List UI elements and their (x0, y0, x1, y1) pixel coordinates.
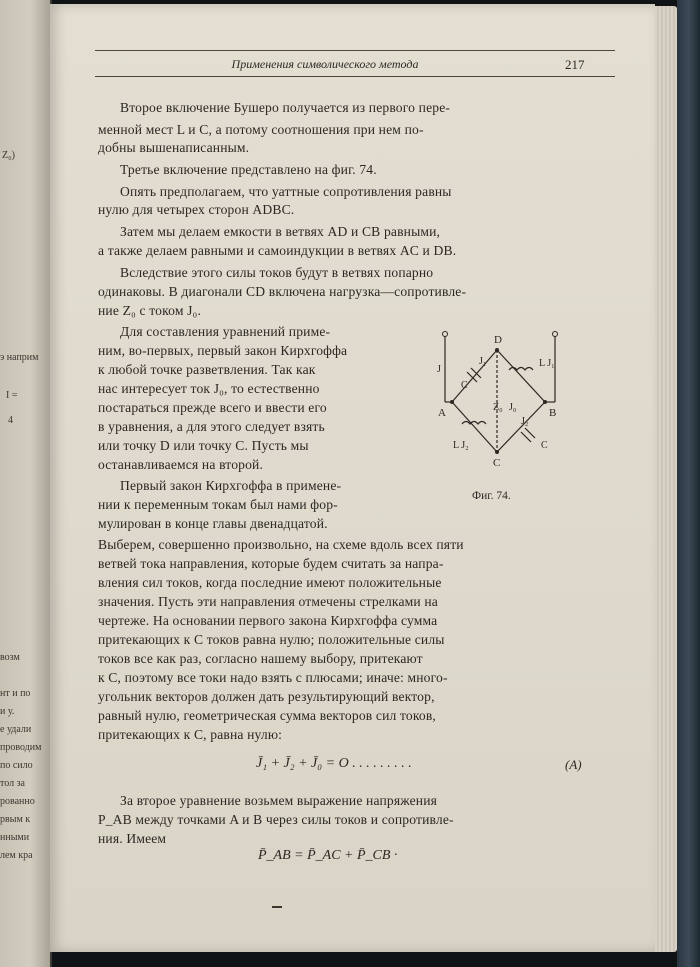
text-line: угольник векторов должен дать результирующий вектор, (98, 689, 435, 704)
text-line: притекающих к C, равна нулю: (98, 727, 283, 742)
text-line: останавливаемся на второй. (98, 457, 264, 472)
node-c-label: C (493, 457, 501, 469)
text-line: Затем мы делаем емкости в ветвях AD и CB равными, (120, 224, 441, 239)
current-j2-label: J₂ (521, 416, 529, 427)
text-line: Второе включение Бушеро получается из первого пере- (120, 100, 451, 115)
inductance-l-label: L J₁ (539, 358, 555, 369)
left-page-fragment: возм (0, 652, 20, 663)
text-line: добны вышенаписанным. (98, 140, 250, 155)
text-line: ветвей тока направления, которые будем считать за напра- (98, 556, 444, 571)
left-page-fragment: нными (0, 832, 30, 843)
left-page-fragment: 4 (8, 415, 13, 426)
text-line: менной мест L и C, а потому соотношения при нем по- (98, 122, 424, 137)
left-page-fragment: рвым к (0, 814, 31, 825)
z0-label: Z₀ (493, 402, 503, 413)
text-line: нии к переменным токам был нами фор- (98, 497, 338, 512)
left-page-fragment: нт и по (0, 688, 31, 699)
text-line: к C, поэтому все токи надо взять с плюсами; иначе: много- (98, 670, 448, 685)
inductance-l2-label: L J₂ (453, 440, 469, 451)
text-line: ним, во-первых, первый закон Кирхгоффа (98, 343, 348, 358)
text-line: ния. Имеем (98, 831, 167, 846)
text-line: За второе уравнение возьмем выражение напряжения (120, 793, 438, 808)
capacitor-c-label: C (461, 380, 468, 391)
text-line: нулю для четырех сторон ADBC. (98, 202, 295, 217)
capacitor-c2-label: C (541, 440, 548, 451)
text-line: значения. Пусть эти направления отмечены стрелками на (98, 594, 438, 609)
node-a-label: A (438, 407, 446, 419)
text-line: P_AB между точками A и B через силы токов и сопротивле- (98, 812, 454, 827)
text-line: вления сил токов, когда последние имеют положительные (98, 575, 442, 590)
equation-a-number: (A) (565, 757, 582, 772)
text-line: токов все как раз, согласно нашему выбору, притекают (98, 651, 423, 666)
figure-74-circuit (437, 320, 577, 485)
text-line: чертеже. На основании первого закона Кирхгоффа сумма (98, 613, 438, 628)
left-page-fragment: лем кра (0, 850, 33, 861)
text-line: нас интересует ток J₀, то естественно (98, 381, 320, 396)
left-page-fragment: I = (6, 390, 18, 401)
node-b-label: B (549, 407, 557, 419)
text-line: мулирован в конце главы двенадцатой. (98, 516, 328, 531)
text-line: а также делаем равными и самоиндукции в ветвях AC и DB. (98, 243, 457, 258)
left-page-edge (0, 0, 52, 967)
text-line: одинаковы. В диагонали CD включена нагрузка—сопротивле- (98, 284, 467, 299)
current-j1-label: J₁ (479, 356, 487, 367)
page-stack-edge (655, 6, 677, 952)
left-page-fragment: проводим (0, 742, 42, 753)
left-page-fragment: Z₀) (2, 150, 15, 161)
text-line: Для составления уравнений приме- (120, 324, 331, 339)
left-page-fragment: е удали (0, 724, 32, 735)
text-line: Вследствие этого силы токов будут в ветвях попарно (120, 265, 434, 280)
text-line: постараться прежде всего и ввести его (98, 400, 327, 415)
equation-a: J̄₁ + J̄₂ + J̄₀ = O . . . . . . . . . (256, 756, 412, 771)
text-line: к любой точке разветвления. Так как (98, 362, 316, 377)
circuit-diagram (437, 320, 577, 480)
text-line: равный нулю, геометрическая сумма векторов сил токов, (98, 708, 436, 723)
left-page-fragment: рованно (0, 796, 35, 807)
text-line: Выберем, совершенно произвольно, на схеме вдоль всех пяти (98, 537, 464, 552)
running-head: Применения символического метода (231, 57, 419, 71)
left-page-fragment: по сило (0, 760, 33, 771)
header-rule-bottom (95, 76, 615, 77)
book-cover-edge (677, 0, 700, 967)
header-rule-top (95, 50, 615, 51)
text-line: Опять предполагаем, что уаттные сопротивления равны (120, 184, 452, 199)
page-mark (272, 906, 282, 908)
text-line: ние Z₀ с током J₀. (98, 303, 201, 318)
text-line: Третье включение представлено на фиг. 74. (120, 162, 377, 177)
node-d-label: D (494, 334, 502, 346)
text-line: притекающих к C токов равна нулю; положительные силы (98, 632, 445, 647)
text-line: в уравнения, а для этого следует взять (98, 419, 325, 434)
figure-caption: Фиг. 74. (472, 490, 511, 502)
left-page-fragment: э наприм (0, 352, 39, 363)
left-page-fragment: и у. (0, 706, 15, 717)
book-page (50, 4, 655, 952)
equation-b: P̄_AB = P̄_AC + P̄_CB · (258, 848, 398, 863)
text-line: или точку D или точку C. Пусть мы (98, 438, 309, 453)
page-number: 217 (565, 57, 585, 72)
left-page-fragment: тол за (0, 778, 25, 789)
j0-label: J₀ (509, 402, 517, 413)
current-j-label: J (437, 364, 441, 375)
text-line: Первый закон Кирхгоффа в примене- (120, 478, 342, 493)
